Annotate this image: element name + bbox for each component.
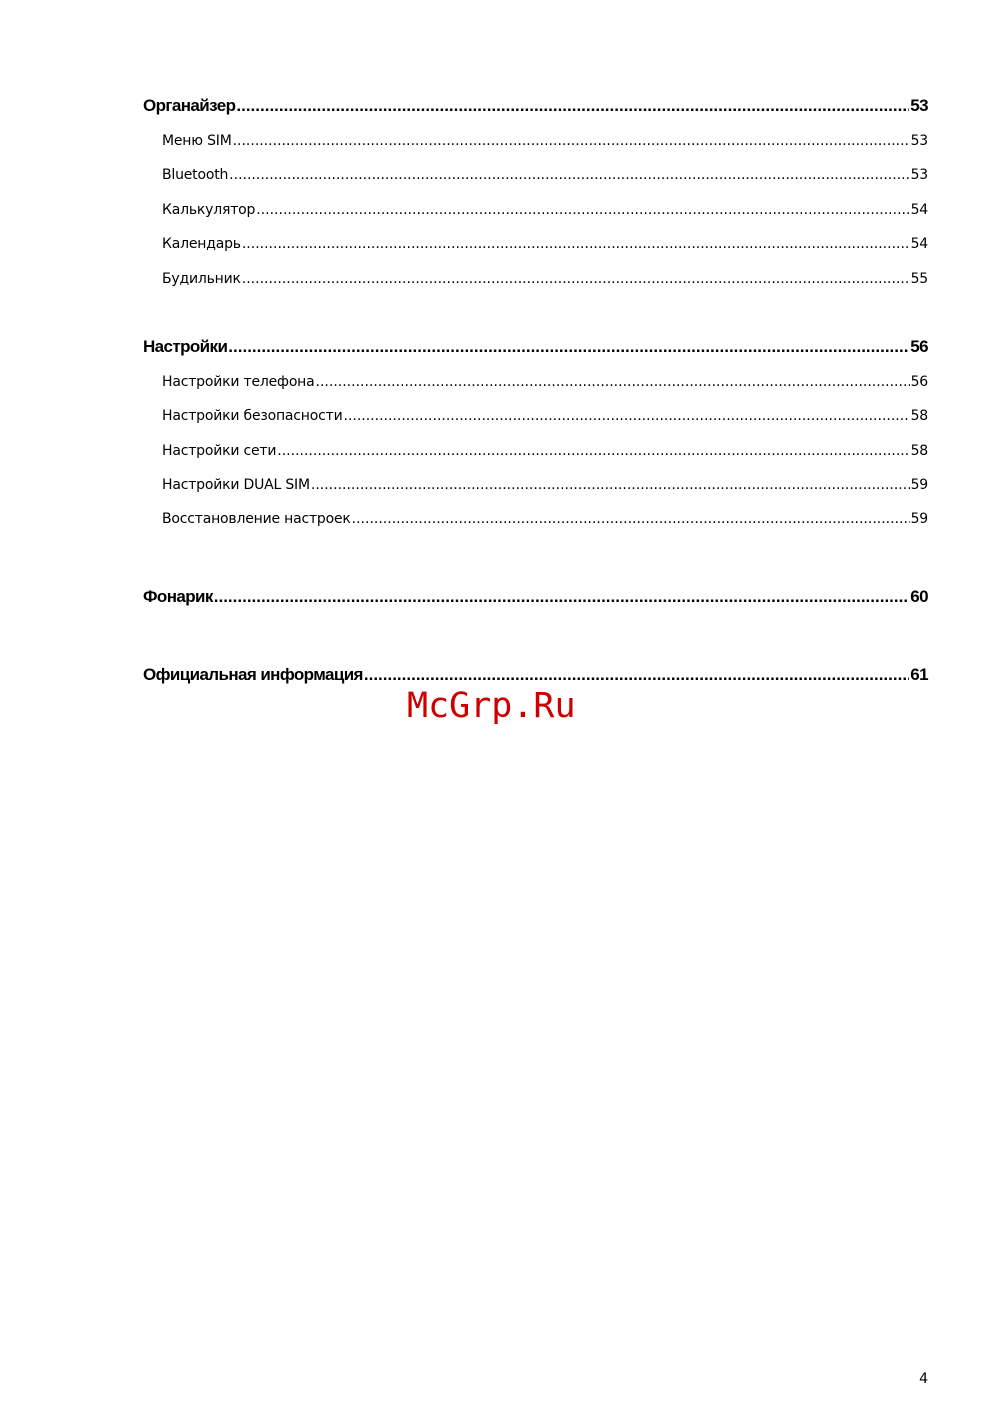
- toc-page-number: 55: [910, 271, 928, 287]
- toc-page-number: 54: [910, 202, 928, 218]
- toc-item-dual-sim-settings[interactable]: [162, 477, 928, 493]
- toc-page-number: 54: [910, 236, 928, 252]
- toc-section-official-info[interactable]: [143, 665, 928, 685]
- toc-leader-dots: [256, 202, 909, 218]
- toc-item-title: Настройки DUAL SIM: [162, 477, 310, 493]
- toc-item-title: Меню SIM: [162, 133, 232, 149]
- toc-leader-dots: [352, 511, 910, 527]
- toc-item-bluetooth[interactable]: [162, 167, 928, 183]
- toc-item-title: Калькулятор: [162, 202, 256, 218]
- toc-leader-dots: [228, 337, 909, 357]
- toc-item-phone-settings[interactable]: [162, 374, 928, 390]
- toc-leader-dots: [236, 96, 909, 116]
- toc-leader-dots: [214, 587, 910, 607]
- toc-item-title: Настройки сети: [162, 443, 277, 459]
- toc-page-number: 53: [910, 96, 928, 115]
- toc-section-organizer[interactable]: [143, 96, 928, 116]
- toc-page-number: 59: [910, 511, 928, 527]
- toc-leader-dots: [229, 167, 909, 183]
- toc-item-network-settings[interactable]: [162, 443, 928, 459]
- toc-leader-dots: [364, 665, 909, 685]
- toc-item-title: Восстановление настроек: [162, 511, 351, 527]
- toc-page-number: 60: [910, 587, 928, 606]
- toc-item-calendar[interactable]: [162, 236, 928, 252]
- toc-item-title: Настройки безопасности: [162, 408, 343, 424]
- toc-leader-dots: [277, 443, 909, 459]
- toc-leader-dots: [233, 133, 910, 149]
- toc-section-flashlight[interactable]: [143, 587, 928, 607]
- toc-item-restore-settings[interactable]: [162, 511, 928, 527]
- toc-item-sim-menu[interactable]: [162, 133, 928, 149]
- toc-item-title: Календарь: [162, 236, 241, 252]
- watermark: McGrp.Ru: [407, 686, 576, 726]
- toc-page-number: 53: [910, 167, 928, 183]
- toc-page-number: 59: [910, 477, 928, 493]
- toc-leader-dots: [316, 374, 910, 390]
- toc-section-settings[interactable]: [143, 337, 928, 357]
- toc-item-calculator[interactable]: [162, 202, 928, 218]
- toc-section-title: Официальная информация: [143, 665, 363, 684]
- toc-page-number: 56: [910, 337, 928, 356]
- toc-page-number: 56: [910, 374, 928, 390]
- toc-leader-dots: [242, 271, 910, 287]
- toc-section-title: Органайзер: [143, 96, 236, 115]
- page-number: 4: [919, 1371, 928, 1387]
- toc-item-alarm[interactable]: [162, 271, 928, 287]
- toc-item-title: Bluetooth: [162, 167, 229, 183]
- toc-page-number: 58: [910, 408, 928, 424]
- toc-item-security-settings[interactable]: [162, 408, 928, 424]
- toc-section-title: Настройки: [143, 337, 228, 356]
- toc-section-title: Фонарик: [143, 587, 213, 606]
- toc-item-title: Настройки телефона: [162, 374, 315, 390]
- toc-leader-dots: [343, 408, 909, 424]
- toc-page-number: 58: [910, 443, 928, 459]
- toc-leader-dots: [242, 236, 910, 252]
- toc-item-title: Будильник: [162, 271, 241, 287]
- toc-page-number: 61: [910, 665, 928, 684]
- toc-leader-dots: [311, 477, 910, 493]
- toc-page-number: 53: [910, 133, 928, 149]
